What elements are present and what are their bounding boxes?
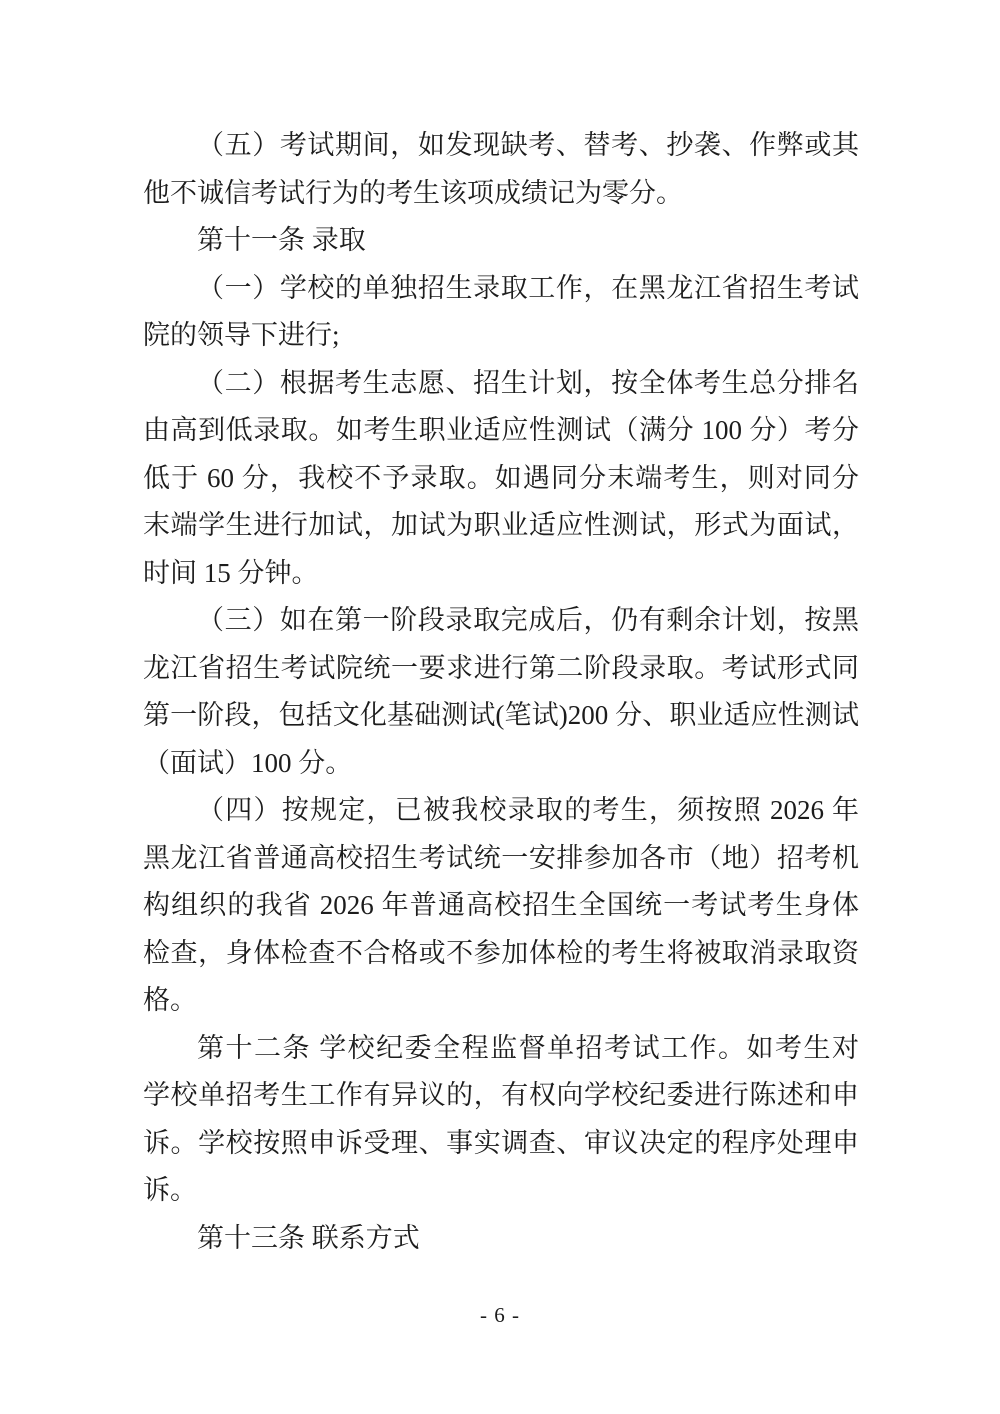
text-line: （面试）100 分。 — [143, 747, 353, 778]
text-line: 学校单招考生工作有异议的，有权向学校纪委进行陈述和申 — [143, 1080, 859, 1110]
text-line: （一）学校的单独招生录取工作，在黑龙江省招生考试 — [197, 272, 859, 303]
text-line: 检查，身体检查不合格或不参加体检的考生将被取消录取资 — [143, 937, 859, 968]
text-line: 黑龙江省普通高校招生考试统一安排参加各市（地）招考机 — [143, 842, 859, 873]
text-line: 低于 60 分，我校不予录取。如遇同分末端考生，则对同分 — [143, 462, 859, 493]
text-line: 格。 — [143, 985, 197, 1015]
text-line: 他不诚信考试行为的考生该项成绩记为零分。 — [143, 177, 683, 208]
text-line: 构组织的我省 2026 年普通高校招生全国统一考试考生身体 — [143, 890, 859, 920]
document-body — [143, 122, 859, 1262]
text-line: （二）根据考生志愿、招生计划，按全体考生总分排名 — [197, 367, 859, 398]
article-13-heading: 第十三条 联系方式 — [197, 1222, 420, 1253]
text-line: 由高到低录取。如考生职业适应性测试（满分 100 分）考分 — [143, 415, 859, 445]
text-line: 诉。 — [143, 1175, 197, 1205]
text-line: 时间 15 分钟。 — [143, 557, 319, 588]
text-line: 院的领导下进行; — [143, 320, 340, 350]
text-line: （四）按规定，已被我校录取的考生，须按照 2026 年 — [197, 795, 859, 825]
text-line: （五）考试期间，如发现缺考、替考、抄袭、作弊或其 — [197, 130, 859, 160]
text-line: 龙江省招生考试院统一要求进行第二阶段录取。考试形式同 — [143, 652, 859, 683]
text-line: 诉。学校按照申诉受理、事实调查、审议决定的程序处理申 — [143, 1127, 859, 1158]
text-line: 末端学生进行加试，加试为职业适应性测试，形式为面试， — [143, 510, 859, 540]
text-line: 第一阶段，包括文化基础测试(笔试)200 分、职业适应性测试 — [143, 700, 859, 730]
page-number: - 6 - — [480, 1303, 520, 1327]
article-11-heading: 第十一条 录取 — [197, 225, 366, 255]
text-line: （三）如在第一阶段录取完成后，仍有剩余计划，按黑 — [197, 605, 859, 635]
article-12-heading: 第十二条 学校纪委全程监督单招考试工作。如考生对 — [197, 1032, 859, 1063]
